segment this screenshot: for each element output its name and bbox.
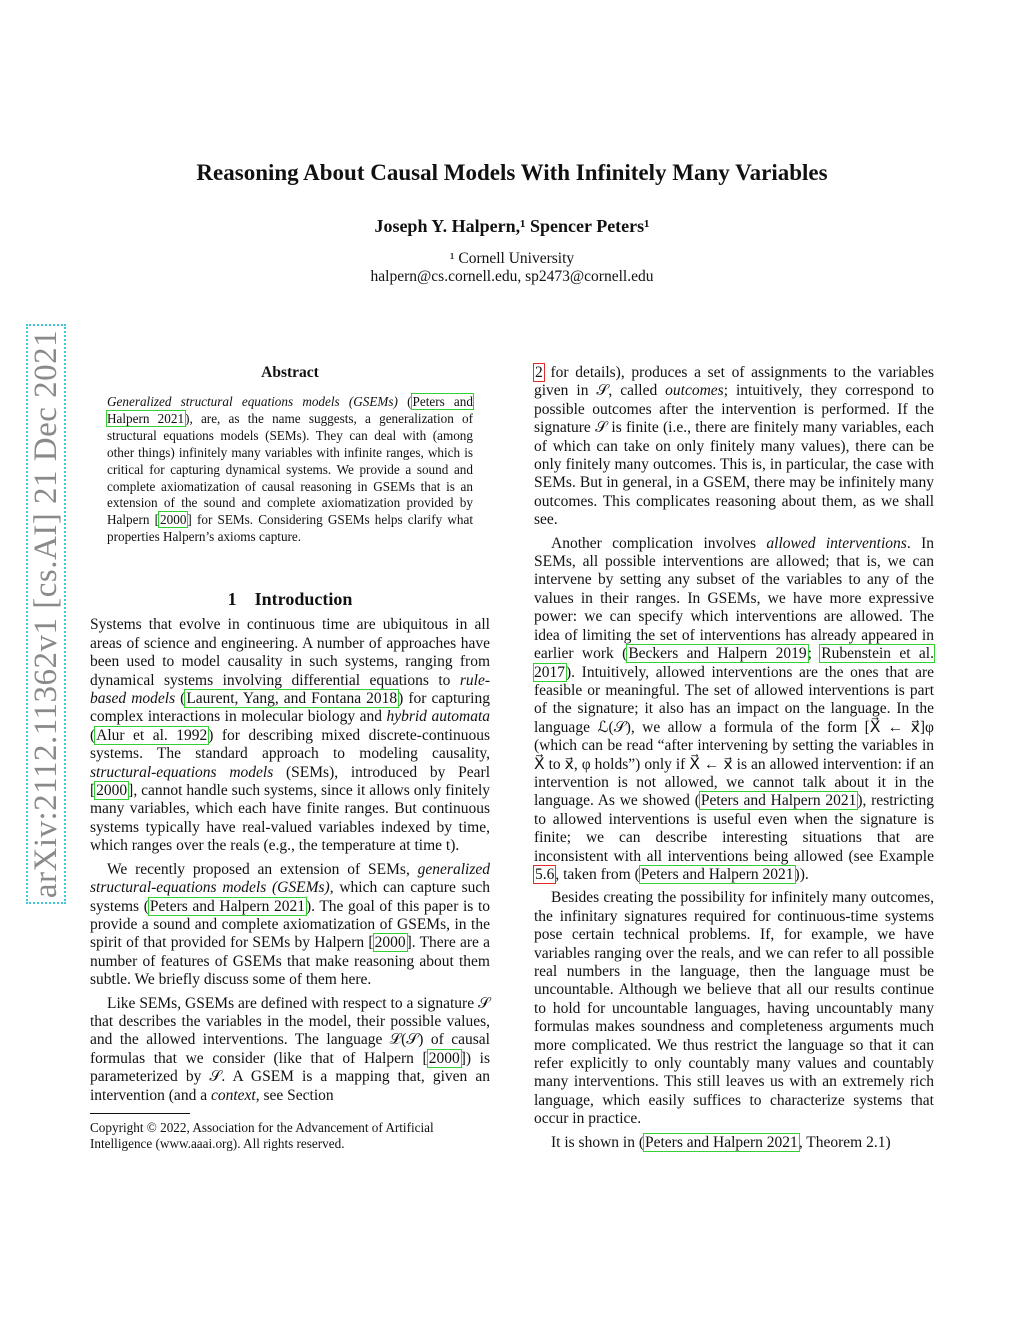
citation-link[interactable]: Rubenstein et al. 2017: [534, 645, 934, 681]
abstract-text: ] for SEMs. Considering GSEMs helps clarify what properties Halpern’s axioms capture.: [107, 512, 473, 545]
citation-link[interactable]: Peters and Halpern 2021: [700, 792, 857, 810]
citation-link[interactable]: Alur et al. 1992: [96, 726, 208, 744]
abstract-text: ), are, as the name suggests, a generalization of structural equations models (SEMs). They can deal with (among other things) infinitely many variables with infinite ranges, which is critical for capturing dynamical systems. We provide a sound and complete axiomatization of causal reasoning in GSEMs that is an extension of the sound and complete axiomatization provided by Halpern [: [107, 410, 473, 528]
citation-link[interactable]: Peters and Halpern 2021: [149, 897, 305, 915]
citation-link[interactable]: 2000: [374, 934, 406, 952]
citation-link[interactable]: Beckers and Halpern 2019: [628, 645, 807, 663]
right-column: [534, 364, 934, 1152]
abstract-body: Generalized structural equations models (GSEMs) (Peters and Halpern 2021), are, as the name suggests, a generalization of structural equations models (SEMs). They can deal with (among other things) infinitely many variables with infinite ranges, which is critical for capturing dynamical systems. We provide a sound and complete axiomatization of causal reasoning in GSEMs that is an extension of the sound and complete axiomatization provided by Halpern [2000] for SEMs. Considering GSEMs helps clarify what properties Halpern’s axioms capture.: [107, 394, 473, 545]
paragraph-text: It is shown in (: [551, 1133, 644, 1151]
arxiv-identifier: arXiv:2112.11362v1 [cs.AI] 21 Dec 2021: [27, 329, 64, 899]
emphasis-text: context: [210, 1086, 256, 1104]
paragraph: [534, 889, 934, 1128]
paragraph-text: ]. There are a number of features of GSEMs that make reasoning about them subtle. We briefly discuss some of them here.: [90, 934, 490, 989]
paper-authors: Joseph Y. Halpern,¹ Spencer Peters¹: [374, 216, 650, 236]
paragraph-text: , see Section: [255, 1086, 334, 1104]
paragraph-text: (SEMs), introduced by Pearl [: [90, 763, 490, 800]
paragraph-text: ). Intuitively, allowed interventions are the ones that are feasible or meaningful. The set of allowed interventions is part of the signature; it also has an impact on the language. In the language ℒ(𝒮), we allow a formula of the form [X⃗ ← x⃗]φ (which can be read “after intervening by setting the variables in X⃗ to x⃗, φ holds”) only if X⃗ ← x⃗ is an allowed intervention: if an intervention is not allowed, we cannot talk about it in the language. As we showed (: [534, 663, 934, 810]
section-title: Introduction: [254, 589, 353, 609]
abstract-heading: Abstract: [261, 364, 319, 381]
footnote-rule: [90, 1113, 190, 1114]
paragraph-text: Systems that evolve in continuous time are ubiquitous in all areas of science and engineering. A number of approaches have been used to model causality in such systems, ranging from dynamical systems involving differential equations to: [90, 616, 490, 689]
paragraph-text: ), restricting to allowed interventions is useful even when the signature is finite; we can describe interesting situations that are inconsistent with all interventions being allowed (see Example: [534, 792, 934, 865]
copyright-footnote: Copyright © 2022, Association for the Advancement of Artificial Intelligence (www.aaai.org). All rights reserved.: [90, 1119, 434, 1151]
citation-link[interactable]: Peters and Halpern 2021: [645, 1133, 798, 1151]
emphasis-text: hybrid automata: [386, 708, 490, 726]
emphasis-text: outcomes: [665, 382, 724, 400]
paragraph: [534, 364, 934, 530]
paragraph-text: We recently proposed an extension of SEMs,: [107, 860, 418, 878]
emphasis-text: allowed interventions: [766, 534, 907, 552]
section-number: 1: [227, 589, 237, 609]
paragraph: [90, 995, 490, 1105]
affiliation: ¹ Cornell University: [449, 250, 575, 267]
paragraph-text: ) for describing mixed discrete-continuous systems. The standard approach to modeling causality,: [90, 726, 490, 763]
paragraph-text: ). The goal of this paper is to provide a sound and complete axiomatization of GSEMs, in the spirit of that provided for SEMs by Halpern [: [90, 897, 491, 952]
left-column: [90, 590, 490, 1152]
paragraph: Systems that evolve in continuous time are ubiquitous in all areas of science and engineering. A number of approaches have been used to model causality in such systems, ranging from dynamical systems involving differential equations to rule-based models (Laurent, Yang, and Fontana 2018) for capturing complex interactions in molecular biology and hybrid automata (Alur et al. 1992) for describing mixed discrete-continuous systems. The standard approach to modeling causality, structural-equations models (SEMs), introduced by Pearl [2000], cannot handle such systems, since it allows only finitely many variables, which each have finite ranges. But continuous systems typically have real-valued variables indexed by time, which ranges over the reals (e.g., the temperature at time t).: [90, 616, 490, 855]
paragraph-text: , which can capture such systems (: [90, 879, 490, 915]
paragraph-text: ) for capturing complex interactions in molecular biology and: [90, 690, 490, 726]
paragraph-text: ]) is parameterized by 𝒮. A GSEM is a mapping that, given an intervention (and a: [90, 1049, 490, 1104]
paragraph-text: Like SEMs, GSEMs are defined with respect to a signature 𝒮 that describes the variables in the model, their possible values, and the allowed interventions. The language ℒ(𝒮) of causal formulas that we consider (like that of Halpern [: [90, 994, 490, 1067]
section-ref-link[interactable]: 2: [535, 364, 543, 381]
paragraph-text: , Theorem 2.1): [798, 1133, 891, 1151]
paragraph: Another complication involves allowed interventions. In SEMs, all possible interventions are allowed; that is, we can intervene by setting any subset of the variables to any of the values in their ranges. In GSEMs, we have more expressive power: we can specify which interventions are allowed. The idea of limiting the set of interventions has already appeared in earlier work (Beckers and Halpern 2019; Rubenstein et al. 2017). Intuitively, allowed interventions are the ones that are feasible or meaningful. The set of allowed interventions is part of the signature; it also has an impact on the language. In the language ℒ(𝒮), we allow a formula of the form [X⃗ ← x⃗]φ (which can be read “after intervening by setting the variables in X⃗ to x⃗, φ holds”) only if X⃗ ← x⃗ is an allowed intervention: if an intervention is not allowed, we cannot talk about it in the language. As we showed (Peters and Halpern 2021), restricting to allowed interventions is useful even when the signature is finite; we can describe interesting situations that are inconsistent with all interventions being allowed (see Example 5.6, taken from (Peters and Halpern 2021)).: [534, 534, 934, 883]
citation-link[interactable]: 2000: [428, 1049, 460, 1067]
paragraph-text: Another complication involves: [551, 534, 767, 552]
paragraph: [90, 861, 490, 990]
paragraph-text: ], cannot handle such systems, since it allows only finitely many variables, which each have finite ranges. But continuous systems typically have real-valued variables indexed by time, which ranges over the reals (e.g., the temperature at time t).: [90, 782, 490, 855]
emphasis-text: generalized structural-equations models (GSEMs): [90, 860, 490, 897]
affiliation-block: [0, 250, 1024, 286]
citation-link[interactable]: Laurent, Yang, and Fontana 2018: [186, 690, 398, 708]
citation-link[interactable]: 2000: [160, 512, 187, 528]
paragraph-text: , taken from (: [555, 865, 640, 883]
emphasis-text: rule-based models: [90, 671, 490, 708]
abstract-text: Generalized structural equations models (GSEMs): [107, 394, 398, 409]
paragraph-text: ; intuitively, they correspond to possible outcomes after the intervention is performed. If the signature 𝒮 is finite (i.e., there are finitely many variables, each of which can take on only finitely many values), there can be only finitely many outcomes. This is, in particular, the case with SEMs. But in general, in a GSEM, there may be infinitely many outcomes. This complicates reasoning about them, as we shall see.: [534, 382, 934, 529]
author-emails: halpern@cs.cornell.edu, sp2473@cornell.edu: [370, 268, 654, 285]
arxiv-side-stamp: [26, 324, 66, 904]
citation-link[interactable]: Peters and Halpern 2021: [107, 394, 473, 426]
citation-link[interactable]: 2000: [96, 782, 128, 800]
paragraph: [534, 1134, 934, 1152]
paragraph-text: Besides creating the possibility for infinitely many outcomes, the infinitary signatures required for continuous-time systems pose certain technical problems. If, for example, we have variables ranging over the reals, and we can refer to all possible real numbers in the language, then the language must be uncountable. Although we believe that all our results continue to hold for uncountable languages, having uncountably many formulas makes soundness and completeness arguments much more complicated. We thus restrict the language so that it can refer explicitly to only countably many values and countably many interventions. This still leaves us with an extremely rich language, which easily suffices to characterize systems that occur in practice.: [534, 889, 934, 1128]
example-ref-link[interactable]: 5.6: [535, 865, 555, 883]
emphasis-text: structural-equations models: [90, 763, 274, 781]
citation-link[interactable]: Peters and Halpern 2021: [640, 865, 794, 883]
paragraph-text: for details), produces a set of assignments to the variables given in 𝒮, called: [534, 364, 934, 400]
paragraph-text: )).: [794, 865, 809, 883]
section-heading: [90, 590, 490, 608]
paper-title: Reasoning About Causal Models With Infinitely Many Variables: [196, 160, 828, 185]
paragraph-text: . In SEMs, all possible interventions are allowed; that is, we can intervene by setting any subset of the variables to any of the values in their ranges. In GSEMs, we have more expressive power: we can specify which interventions are allowed. The idea of limiting the set of interventions has already appeared in earlier work (: [534, 534, 934, 663]
